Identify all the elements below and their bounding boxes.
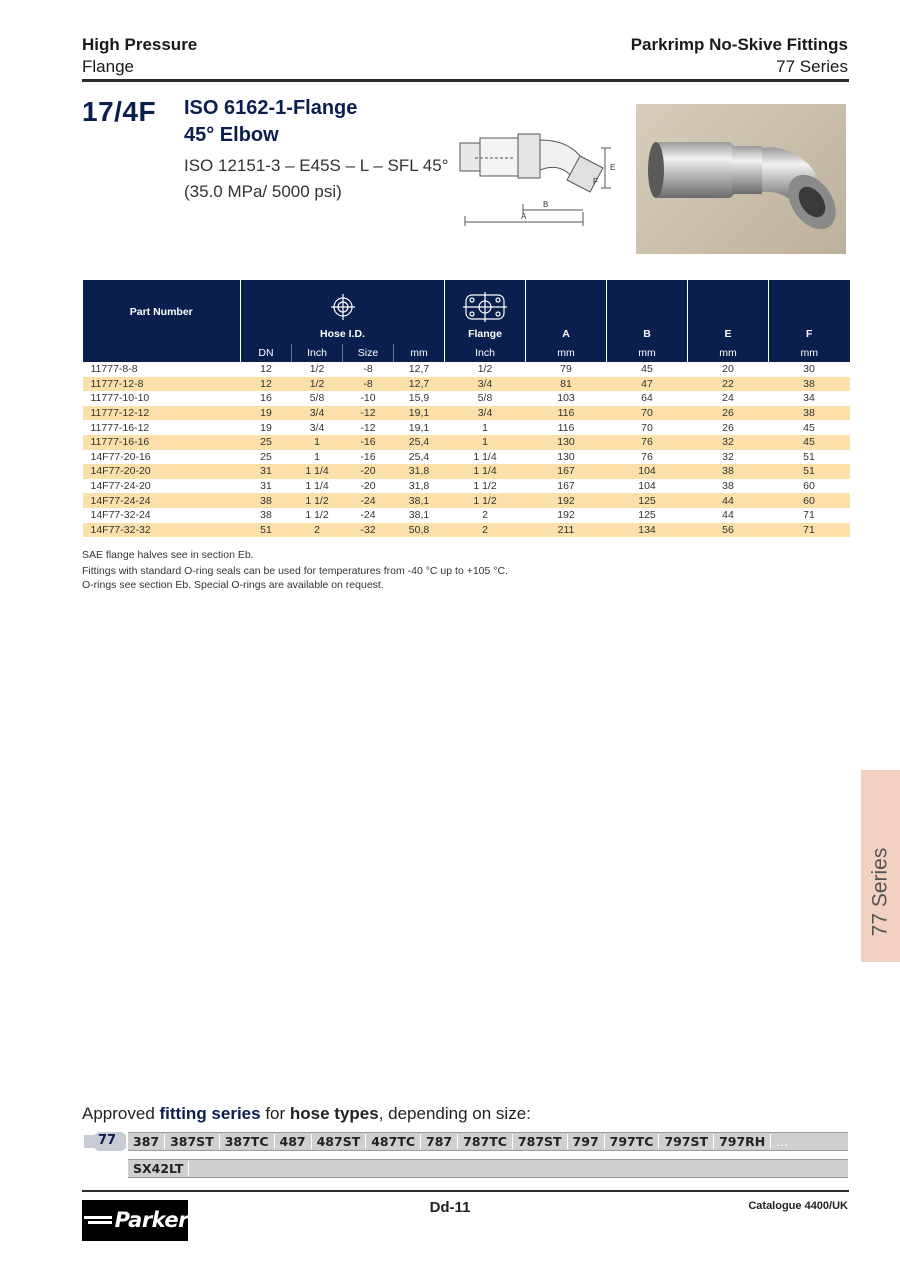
table-cell: 1 1/2 [473, 480, 497, 493]
col-header-a: A [526, 280, 607, 344]
table-cell: 60 [769, 493, 850, 508]
table-row [83, 362, 850, 377]
subheader-unit: Inch [445, 344, 526, 362]
col-header-hose-id [241, 280, 445, 344]
table-cell: 56 [688, 523, 769, 538]
table-cell: 81 [526, 377, 607, 392]
approved-series-heading [82, 1104, 531, 1124]
table-row [83, 450, 850, 465]
table-cell: 38 [722, 480, 734, 493]
fitting-series-badge-label: 77 [98, 1133, 117, 1148]
table-cell: 51 [769, 464, 850, 479]
table-cell: 167 [557, 480, 575, 493]
approved-middle: for [260, 1104, 290, 1123]
table-cell: -16 [343, 435, 394, 450]
part-number-cell: 14F77-24-20 [90, 480, 151, 493]
hose-type-item: 797TC [605, 1134, 660, 1149]
col-header-flange-label: Flange [468, 328, 502, 340]
hose-type-item: 797 [568, 1134, 605, 1149]
subheader-blank [83, 344, 241, 362]
table-cell: 31 [260, 480, 272, 493]
table-cell: 211 [526, 523, 607, 538]
hose-type-item: 487TC [366, 1134, 421, 1149]
hose-type-item: 787TC [458, 1134, 513, 1149]
page-number: Dd-11 [429, 1199, 471, 1216]
series-side-tab-label: 77 Series [868, 847, 892, 937]
header-product-subtitle: 77 Series [776, 57, 848, 76]
table-row [83, 508, 850, 523]
table-cell: -24 [343, 493, 394, 508]
hose-types-row-1 [128, 1132, 848, 1151]
table-cell: 1 1/4 [473, 450, 497, 463]
hose-type-item: 487ST [312, 1134, 367, 1149]
table-cell: 1 1/4 [445, 464, 526, 479]
col-header-flange [445, 280, 526, 344]
table-cell: -12 [343, 406, 394, 421]
hose-type-item: 787 [421, 1134, 458, 1149]
table-cell: 1 [314, 450, 320, 463]
subheader-unit: mm [769, 344, 850, 362]
table-row [83, 406, 850, 421]
table-cell: 70 [641, 421, 653, 434]
table-cell: 38,1 [408, 509, 430, 522]
table-cell: 3/4 [309, 421, 325, 434]
table-cell: 45 [641, 363, 653, 376]
drawing-label-b: B [543, 200, 549, 209]
hose-type-item: 387ST [165, 1134, 220, 1149]
table-cell: 192 [557, 509, 575, 522]
product-title-line1: ISO 6162-1-Flange [184, 97, 358, 119]
subheader-unit: mm [526, 344, 607, 362]
product-code: 17/4F [82, 96, 157, 127]
subheader-unit: mm [688, 344, 769, 362]
part-number-cell: 11777-16-16 [83, 435, 241, 450]
table-cell: 19 [241, 406, 292, 421]
table-cell: 30 [803, 363, 815, 376]
hose-type-item: 797RH [714, 1134, 771, 1149]
table-cell: 31,8 [394, 464, 445, 479]
table-cell: 16 [260, 392, 272, 405]
approved-fitting-series: fitting series [159, 1104, 261, 1123]
table-cell: 167 [526, 464, 607, 479]
table-cell: 116 [557, 421, 575, 434]
table-cell: 5/8 [477, 392, 493, 405]
hose-id-icon [331, 294, 355, 322]
table-cell: 31 [241, 464, 292, 479]
col-header-hose-id-label: Hose I.D. [320, 328, 365, 340]
table-cell: -24 [360, 509, 376, 522]
series-side-tab-text-wrap [861, 770, 900, 962]
table-cell: 125 [607, 493, 688, 508]
subheader-unit: DN [241, 344, 292, 362]
table-cell: 45 [769, 435, 850, 450]
col-header-part-number: Part Number [83, 280, 241, 344]
table-row [83, 435, 850, 450]
table-cell: 25,4 [408, 450, 430, 463]
table-cell: 1 1/2 [292, 493, 343, 508]
table-cell: 70 [607, 406, 688, 421]
hose-type-item: 787ST [513, 1134, 568, 1149]
header-section-subtitle: Flange [82, 57, 134, 76]
table-cell: 1 1/4 [292, 464, 343, 479]
part-number-cell: 14F77-20-16 [90, 450, 151, 463]
table-row [83, 479, 850, 494]
subheader-unit: mm [607, 344, 688, 362]
part-number-cell: 14F77-24-24 [83, 493, 241, 508]
table-cell: 1/2 [309, 363, 325, 376]
product-photo [636, 104, 846, 254]
approved-hose-types: hose types [289, 1104, 379, 1123]
table-cell: 3/4 [445, 406, 526, 421]
table-cell: 3/4 [445, 377, 526, 392]
table-cell: 1 1/2 [305, 509, 329, 522]
table-cell: 19 [260, 421, 272, 434]
table-cell: 12,7 [394, 377, 445, 392]
table-cell: 3/4 [292, 406, 343, 421]
table-cell: 64 [641, 392, 653, 405]
part-number-cell: 14F77-20-20 [83, 464, 241, 479]
hose-type-item: 797ST [659, 1134, 714, 1149]
table-cell: 1 1/2 [445, 493, 526, 508]
subheader-unit: Inch [292, 344, 343, 362]
table-cell: 5/8 [309, 392, 325, 405]
table-cell: 12 [241, 377, 292, 392]
table-cell: 22 [688, 377, 769, 392]
table-cell: 38,1 [394, 493, 445, 508]
table-cell: -20 [360, 480, 376, 493]
table-cell: 2 [482, 509, 488, 522]
table-cell: 79 [560, 363, 572, 376]
table-cell: 12 [260, 363, 272, 376]
table-cell: 25,4 [394, 435, 445, 450]
note-flange-halves: SAE flange halves see in section Eb. [82, 549, 254, 561]
table-cell: -32 [343, 523, 394, 538]
table-cell: -8 [363, 363, 373, 376]
table-cell: 71 [769, 523, 850, 538]
table-cell: 134 [607, 523, 688, 538]
part-number-cell: 11777-12-8 [83, 377, 241, 392]
table-cell: 20 [722, 363, 734, 376]
table-cell: 71 [803, 509, 815, 522]
hose-type-item: 387TC [220, 1134, 275, 1149]
subheader-unit: Size [343, 344, 394, 362]
table-cell: 26 [722, 421, 734, 434]
header-section-title: High Pressure [82, 35, 198, 54]
table-cell: 1 [482, 421, 488, 434]
table-cell: 45 [803, 421, 815, 434]
table-row [83, 377, 850, 392]
table-cell: 38 [241, 493, 292, 508]
part-number-cell: 11777-16-12 [90, 421, 150, 434]
table-cell: 130 [526, 435, 607, 450]
col-header-f: F [769, 280, 850, 344]
table-cell: 60 [803, 480, 815, 493]
table-cell: 2 [292, 523, 343, 538]
table-cell: 103 [557, 392, 575, 405]
table-cell: 1 [292, 435, 343, 450]
subheader-unit: mm [394, 344, 445, 362]
table-cell: 192 [526, 493, 607, 508]
table-cell: 15,9 [408, 392, 430, 405]
fitting-photo-image [636, 104, 846, 254]
col-header-b: B [607, 280, 688, 344]
table-cell: 1 1/4 [305, 480, 329, 493]
table-row [83, 464, 850, 479]
table-cell: -8 [343, 377, 394, 392]
table-cell: 130 [557, 450, 575, 463]
parker-logo-text: Parker [114, 1208, 188, 1232]
table-cell: 1/2 [477, 363, 493, 376]
table-cell: 25 [241, 435, 292, 450]
table-row [83, 493, 850, 508]
part-number-cell: 11777-8-8 [90, 363, 138, 376]
product-title-line2: 45° Elbow [184, 124, 279, 146]
table-cell: 104 [607, 464, 688, 479]
table-cell: 24 [722, 392, 734, 405]
table-cell: 2 [445, 523, 526, 538]
table-cell: 50,8 [394, 523, 445, 538]
table-row [83, 391, 850, 406]
part-number-cell: 11777-12-12 [83, 406, 241, 421]
table-cell: -10 [360, 392, 376, 405]
table-cell: 38 [769, 377, 850, 392]
hose-type-item: SX42LT [128, 1161, 189, 1176]
table-cell: 44 [722, 509, 734, 522]
part-number-cell: 11777-10-10 [90, 392, 150, 405]
table-cell: 26 [688, 406, 769, 421]
approved-suffix: , depending on size: [378, 1104, 531, 1123]
fitting-technical-drawing [455, 118, 620, 228]
table-cell: 38 [769, 406, 850, 421]
table-cell: 19,1 [394, 406, 445, 421]
fitting-dimensions-table [82, 280, 850, 537]
table-cell: 51 [241, 523, 292, 538]
table-cell: -16 [360, 450, 376, 463]
hose-type-item: 387 [128, 1134, 165, 1149]
footer-divider [82, 1190, 849, 1192]
part-number-cell: 14F77-32-32 [83, 523, 241, 538]
table-cell: 125 [638, 509, 656, 522]
hose-type-item: ... [776, 1134, 789, 1149]
header-divider [82, 79, 849, 82]
table-cell: 32 [688, 435, 769, 450]
table-cell: -12 [360, 421, 376, 434]
product-spec-line1: ISO 12151-3 – E45S – L – SFL 45° [184, 156, 449, 175]
table-cell: 116 [526, 406, 607, 421]
table-cell: 44 [688, 493, 769, 508]
table-cell: 32 [722, 450, 734, 463]
table-cell: 104 [638, 480, 656, 493]
part-number-cell: 14F77-32-24 [90, 509, 151, 522]
note-temperature: Fittings with standard O-ring seals can be used for temperatures from -40 °C up to +105 °C. [82, 565, 508, 577]
header-product-title: Parkrimp No-Skive Fittings [630, 35, 848, 54]
product-spec-line2: (35.0 MPa/ 5000 psi) [184, 182, 342, 201]
drawing-label-e: E [610, 163, 616, 172]
flange-icon [463, 292, 507, 322]
table-cell: 38 [260, 509, 272, 522]
table-cell: 76 [607, 435, 688, 450]
table-cell: -20 [343, 464, 394, 479]
col-header-e: E [688, 280, 769, 344]
table-cell: 12,7 [408, 363, 430, 376]
hose-type-item: 487 [275, 1134, 312, 1149]
note-o-rings: O-rings see section Eb. Special O-rings are available on request. [82, 579, 384, 591]
drawing-label-a: A [521, 212, 527, 221]
table-row [83, 420, 850, 435]
table-row [83, 523, 850, 538]
table-cell: 47 [607, 377, 688, 392]
approved-prefix: Approved [82, 1104, 160, 1123]
table-cell: 1/2 [292, 377, 343, 392]
catalogue-number: Catalogue 4400/UK [748, 1200, 848, 1212]
hose-types-row-2 [128, 1159, 848, 1178]
table-cell: 76 [641, 450, 653, 463]
table-cell: 25 [260, 450, 272, 463]
table-cell: 34 [803, 392, 815, 405]
drawing-label-f: F [593, 177, 598, 186]
table-cell: 51 [803, 450, 815, 463]
table-cell: 1 [445, 435, 526, 450]
table-cell: 38 [688, 464, 769, 479]
table-cell: 19,1 [408, 421, 430, 434]
table-cell: 31,8 [408, 480, 430, 493]
